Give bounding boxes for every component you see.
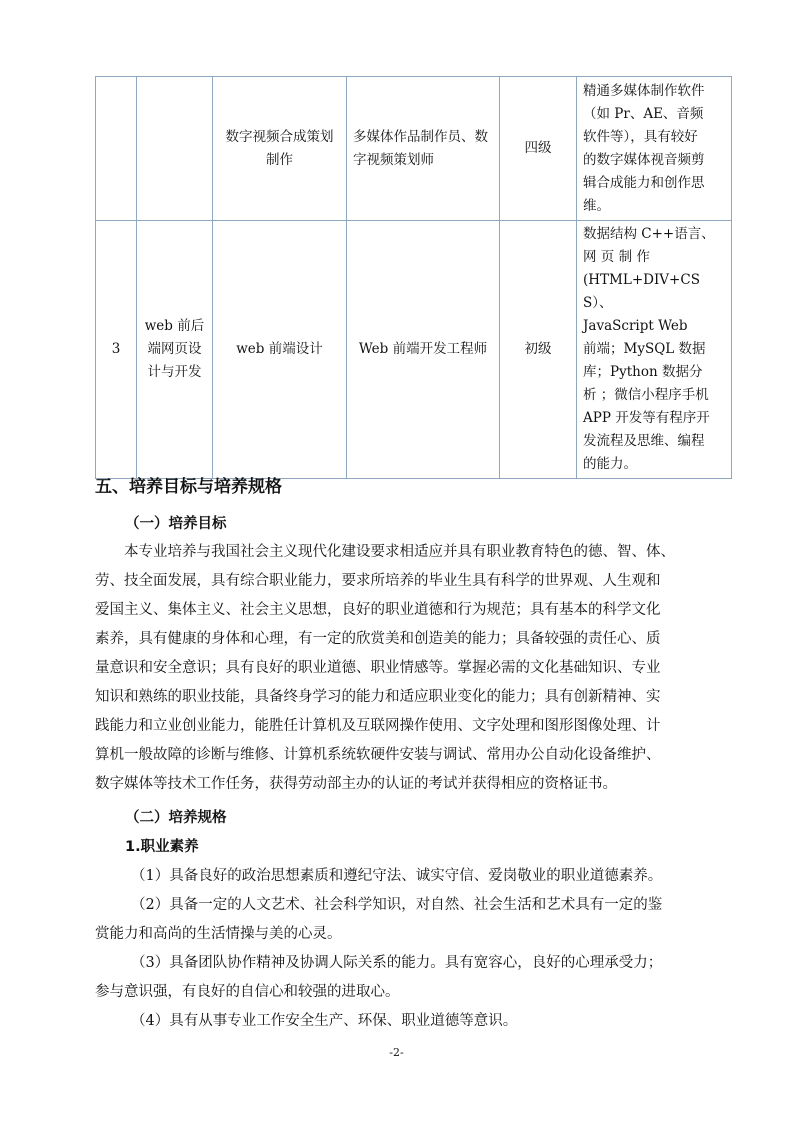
paragraph-line: 践能力和立业创业能力，能胜任计算机及互联网操作使用、文字处理和图形图像处理、计 [95, 718, 661, 734]
goals-paragraph [95, 538, 731, 799]
desc-line: 前端；MySQL 数据 [583, 341, 706, 357]
cell-number: 3 [96, 221, 137, 479]
item-line: （1）具备良好的政治思想素质和遵纪守法、诚实守信、爱岗敬业的职业道德素养。 [131, 868, 663, 884]
spec-item [95, 862, 731, 891]
desc-line: 库；Python 数据分 [583, 364, 703, 380]
subsection-title-goals: （一）培养目标 [125, 516, 227, 532]
paragraph-line: 量意识和安全意识；具有良好的职业道德、职业情感等。掌握必需的文化基础知识、专业 [95, 660, 661, 676]
desc-line: 软件等），具有较好 [583, 128, 698, 145]
item-line: 赏能力和高尚的生活情操与美的心灵。 [95, 926, 342, 942]
desc-line: 辑合成能力和创作思 [583, 174, 705, 191]
paragraph-line: 算机一般故障的诊断与维修、计算机系统软硬件安装与调试、常用办公自动化设备维护、 [95, 747, 661, 763]
page-number: -2- [389, 1046, 404, 1059]
item-line: 参与意识强，有良好的自信心和较强的进取心。 [95, 984, 400, 1000]
desc-line: JavaScript Web [583, 318, 688, 334]
item-line: （4）具有从事专业工作安全生产、环保、职业道德等意识。 [131, 1013, 518, 1029]
item-line: （2）具备一定的人文艺术、社会科学知识，对自然、社会生活和艺术具有一定的鉴 [131, 897, 663, 913]
desc-line: APP 开发等有程序开 [583, 410, 710, 426]
cell-course: 数字视频合成策划制作 [213, 77, 347, 221]
paragraph-line: 劳、技全面发展，具有综合职业能力，要求所培养的毕业生具有科学的世界观、人生观和 [95, 573, 661, 589]
paragraph-line: 数字媒体等技术工作任务，获得劳动部主办的认证的考试并获得相应的资格证书。 [95, 776, 617, 792]
cell-major: web 前后端网页设计与开发 [137, 221, 213, 479]
paragraph-line: 素养，具有健康的身体和心理，有一定的欣赏美和创造美的能力；具备较强的责任心、质 [95, 631, 661, 647]
paragraph-line: 本专业培养与我国社会主义现代化建设要求相适应并具有职业教育特色的德、智、体、 [124, 544, 675, 560]
cell-major [137, 77, 213, 221]
spec-item [95, 891, 731, 949]
cell-job: Web 前端开发工程师 [347, 221, 500, 479]
desc-line: 析 ；微信小程序手机 [583, 387, 709, 403]
desc-line: (HTML+DIV+CSS）、 [583, 272, 700, 311]
cell-course: web 前端设计 [213, 221, 347, 479]
program-table [95, 76, 732, 479]
paragraph-line: 知识和熟练的职业技能，具备终身学习的能力和适应职业变化的能力；具有创新精神、实 [95, 689, 661, 705]
desc-line: 精通多媒体制作软件 [583, 82, 705, 99]
cell-level: 四级 [500, 77, 577, 221]
desc-line: 维。 [583, 197, 610, 214]
cell-description [577, 221, 732, 479]
desc-line: 的能力。 [583, 456, 637, 472]
section-title: 五、培养目标与培养规格 [95, 477, 282, 497]
cell-description [577, 77, 732, 221]
cell-job: 多媒体作品制作员、数字视频策划师 [347, 77, 500, 221]
spec-item [95, 949, 731, 1007]
item-line: （3）具备团队协作精神及协调人际关系的能力。具有宽容心，良好的心理承受力； [131, 955, 663, 971]
desc-line: 网 页 制 作 [583, 249, 650, 265]
cell-number [96, 77, 137, 221]
subsection-title-specs: （二）培养规格 [125, 810, 227, 826]
desc-line: 的数字媒体视音频剪 [583, 151, 705, 168]
desc-line: 发流程及思维、编程 [583, 433, 705, 449]
table-row [96, 77, 732, 221]
table-row [96, 221, 732, 479]
cell-level: 初级 [500, 221, 577, 479]
paragraph-line: 爱国主义、集体主义、社会主义思想，良好的职业道德和行为规范；具有基本的科学文化 [95, 602, 661, 618]
desc-line: （如 Pr、AE、音频 [583, 105, 704, 122]
sub-subsection-title: 1.职业素养 [125, 839, 199, 855]
desc-line: 数据结构 C++语言、 [583, 226, 715, 242]
spec-item [95, 1007, 731, 1036]
